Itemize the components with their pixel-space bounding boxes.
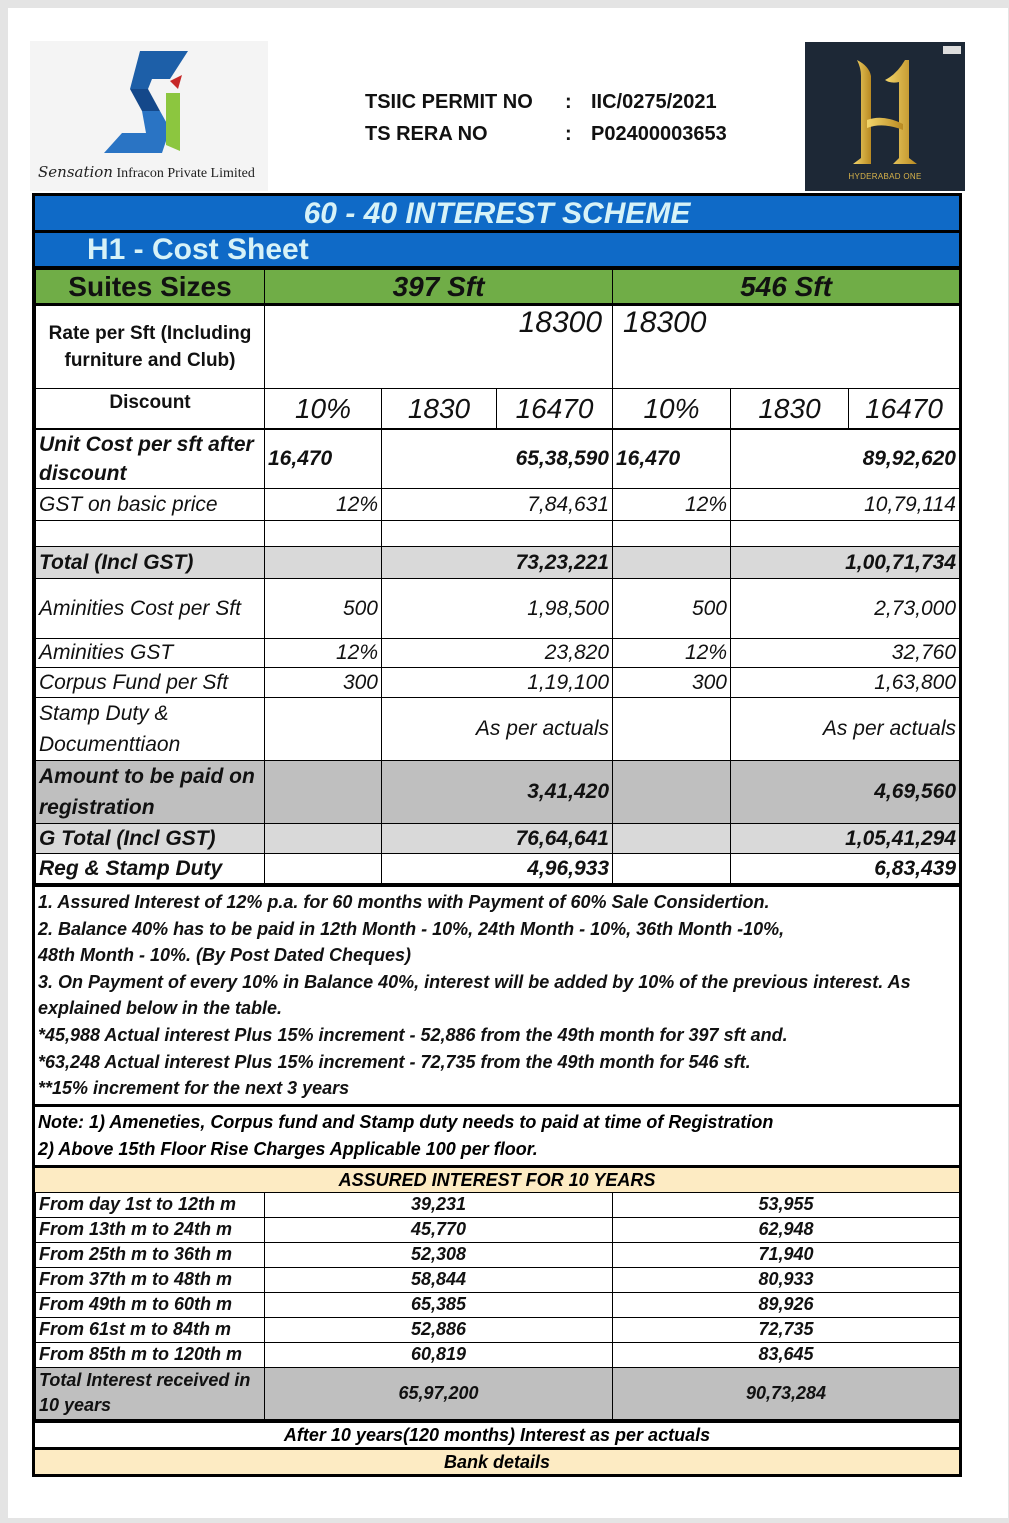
term-line: **15% increment for the next 3 years <box>38 1078 350 1099</box>
period-label: From 37th m to 48th m <box>36 1267 265 1292</box>
company-script-word: Sensation <box>38 163 113 181</box>
interest-546: 89,926 <box>613 1292 960 1317</box>
rate-546 <box>613 547 731 579</box>
period-label: From 85th m to 120th m <box>36 1342 265 1367</box>
permit-label: TSIIC PERMIT NO <box>365 91 533 113</box>
period-label: From day 1st to 12th m <box>36 1192 265 1217</box>
assured-interest-table <box>35 1192 960 1420</box>
term-line: explained below in the table. <box>38 998 283 1019</box>
rate-397: 16,470 <box>265 430 382 489</box>
cost-row-stamp-duty <box>36 698 960 761</box>
amount-397: 3,41,420 <box>382 761 613 824</box>
row-label: Reg & Stamp Duty <box>36 854 265 884</box>
permit-value: P02400003653 <box>591 123 727 145</box>
interest-397: 60,819 <box>265 1342 613 1367</box>
amount-546: 2,73,000 <box>731 579 960 639</box>
total-interest-397: 65,97,200 <box>265 1367 613 1419</box>
assured-interest-title: ASSURED INTEREST FOR 10 YEARS <box>35 1165 959 1192</box>
term-line: 3. On Payment of every 10% in Balance 40%, interest will be added by 10% of the previous interest. As <box>38 971 911 992</box>
rate-397 <box>265 547 382 579</box>
rate-397: 500 <box>265 579 382 639</box>
badge-icon <box>943 46 961 54</box>
row-label: Corpus Fund per Sft <box>36 668 265 698</box>
row-label: Stamp Duty & Documenttiaon <box>36 698 265 761</box>
period-label: From 25th m to 36th m <box>36 1242 265 1267</box>
rate-546: 12% <box>613 639 731 668</box>
amount-546 <box>731 521 960 547</box>
size-397-header: 397 Sft <box>265 270 613 305</box>
row-label: Unit Cost per sft after discount <box>36 430 265 489</box>
cost-row-amenities <box>36 579 960 639</box>
rate-397: 18300 <box>265 305 613 389</box>
amount-546: 1,63,800 <box>731 668 960 698</box>
interest-row <box>36 1192 960 1217</box>
amount-397: 76,64,641 <box>382 824 613 854</box>
interest-546: 71,940 <box>613 1242 960 1267</box>
term-line: 48th Month - 10%. (By Post Dated Cheques) <box>38 945 412 966</box>
cost-row-registration <box>36 761 960 824</box>
cost-row-corpus <box>36 668 960 698</box>
cost-breakdown-table <box>35 429 960 884</box>
rate-397 <box>265 824 382 854</box>
rate-546: 300 <box>613 668 731 698</box>
sheet-title: H1 - Cost Sheet <box>35 233 959 269</box>
cost-row-gst <box>36 489 960 521</box>
company-name <box>38 163 255 182</box>
interest-397: 58,844 <box>265 1267 613 1292</box>
company-name-text: Infracon Private Limited <box>116 166 255 181</box>
term-line: 1. Assured Interest of 12% p.a. for 60 months with Payment of 60% Sale Considertion. <box>38 892 770 912</box>
hyderabad-one-logo <box>805 42 965 191</box>
amount-546: 4,69,560 <box>731 761 960 824</box>
size-546-header: 546 Sft <box>613 270 960 305</box>
row-label: GST on basic price <box>36 489 265 521</box>
after-10-years-note: After 10 years(120 months) Interest as per actuals <box>35 1420 959 1447</box>
rate-546 <box>613 761 731 824</box>
term-line: *45,988 Actual interest Plus 15% increment - 52,886 from the 49th month for 397 sft and. <box>38 1024 788 1045</box>
discount-row <box>36 389 960 429</box>
term-line: 2. Balance 40% has to be paid in 12th Month - 10%, 24th Month - 10%, 36th Month -10%, <box>38 918 785 939</box>
cost-row-amenities-gst <box>36 639 960 668</box>
permit-info <box>365 86 727 150</box>
rate-546 <box>613 698 731 761</box>
terms-block <box>35 884 959 1104</box>
interest-row <box>36 1217 960 1242</box>
amount-546: 1,05,41,294 <box>731 824 960 854</box>
cost-row-grand-total <box>36 824 960 854</box>
rate-397: 300 <box>265 668 382 698</box>
rate-546: 16,470 <box>613 430 731 489</box>
amount-397: 23,820 <box>382 639 613 668</box>
total-interest-546: 90,73,284 <box>613 1367 960 1419</box>
row-label: G Total (Incl GST) <box>36 824 265 854</box>
size-header-row <box>36 270 960 305</box>
period-label: From 13th m to 24th m <box>36 1217 265 1242</box>
cost-row-unit-cost <box>36 430 960 489</box>
interest-397: 52,886 <box>265 1317 613 1342</box>
discount-label: Discount <box>36 389 265 429</box>
colon: : <box>565 91 572 113</box>
brand-subtitle: HYDERABAD ONE <box>848 172 922 181</box>
rate-397: 12% <box>265 489 382 521</box>
interest-397: 65,385 <box>265 1292 613 1317</box>
interest-row <box>36 1292 960 1317</box>
interest-546: 80,933 <box>613 1267 960 1292</box>
si-logo-icon <box>100 49 210 161</box>
interest-546: 72,735 <box>613 1317 960 1342</box>
permit-row-rera <box>365 118 727 150</box>
amount-397: 73,23,221 <box>382 547 613 579</box>
bank-details-header: Bank details <box>35 1447 959 1474</box>
sensation-infracon-logo <box>30 41 268 191</box>
amount-397: 1,98,500 <box>382 579 613 639</box>
cost-table <box>35 269 960 429</box>
row-label: Amount to be paid on registration <box>36 761 265 824</box>
rate-397 <box>265 761 382 824</box>
rate-546: 18300 <box>613 305 960 389</box>
period-label: From 61st m to 84th m <box>36 1317 265 1342</box>
interest-546: 62,948 <box>613 1217 960 1242</box>
rate-label: Rate per Sft (Including furniture and Club) <box>36 305 265 389</box>
interest-397: 39,231 <box>265 1192 613 1217</box>
notes-block <box>35 1104 959 1165</box>
interest-546: 83,645 <box>613 1342 960 1367</box>
note-line: Note: 1) Ameneties, Corpus fund and Stamp duty needs to paid at time of Registration <box>38 1111 774 1132</box>
amount-546: 1,00,71,734 <box>731 547 960 579</box>
rate-546 <box>613 824 731 854</box>
permit-value: IIC/0275/2021 <box>591 91 717 113</box>
cost-row-total <box>36 547 960 579</box>
amount-546: 89,92,620 <box>731 430 960 489</box>
amount-546: 6,83,439 <box>731 854 960 884</box>
rate-546: 12% <box>613 489 731 521</box>
cost-sheet <box>32 193 962 1477</box>
rate-row <box>36 305 960 389</box>
row-label: Aminities GST <box>36 639 265 668</box>
interest-row <box>36 1317 960 1342</box>
rate-546 <box>613 521 731 547</box>
amount-397: 65,38,590 <box>382 430 613 489</box>
amount-397: 7,84,631 <box>382 489 613 521</box>
interest-total-row <box>36 1367 960 1419</box>
note-line: 2) Above 15th Floor Rise Charges Applicable 100 per floor. <box>38 1138 538 1159</box>
rate-397 <box>265 521 382 547</box>
discount-amt-397: 1830 <box>382 389 497 429</box>
scheme-title: 60 - 40 INTEREST SCHEME <box>35 196 959 233</box>
amount-546: 10,79,114 <box>731 489 960 521</box>
colon: : <box>565 123 572 145</box>
amount-397: 1,19,100 <box>382 668 613 698</box>
rate-397 <box>265 854 382 884</box>
discounted-rate-546: 16470 <box>849 389 960 429</box>
interest-546: 53,955 <box>613 1192 960 1217</box>
rate-546 <box>613 854 731 884</box>
total-interest-label: Total Interest received in 10 years <box>36 1367 265 1419</box>
discount-pct-546: 10% <box>613 389 731 429</box>
rate-397 <box>265 698 382 761</box>
size-header-label: Suites Sizes <box>36 270 265 305</box>
cost-row-reg-stamp <box>36 854 960 884</box>
permit-label: TS RERA NO <box>365 123 488 145</box>
discounted-rate-397: 16470 <box>497 389 613 429</box>
interest-row <box>36 1342 960 1367</box>
discount-pct-397: 10% <box>265 389 382 429</box>
interest-397: 52,308 <box>265 1242 613 1267</box>
amount-397: As per actuals <box>382 698 613 761</box>
permit-row-tsiic <box>365 86 727 118</box>
amount-546: As per actuals <box>731 698 960 761</box>
row-label <box>36 521 265 547</box>
h1-monogram-icon <box>805 42 965 172</box>
discount-amt-546: 1830 <box>731 389 849 429</box>
interest-397: 45,770 <box>265 1217 613 1242</box>
interest-row <box>36 1242 960 1267</box>
row-label: Aminities Cost per Sft <box>36 579 265 639</box>
rate-397: 12% <box>265 639 382 668</box>
period-label: From 49th m to 60th m <box>36 1292 265 1317</box>
amount-397 <box>382 521 613 547</box>
cost-row-blank <box>36 521 960 547</box>
term-line: *63,248 Actual interest Plus 15% increment - 72,735 from the 49th month for 546 sft. <box>38 1051 751 1072</box>
row-label: Total (Incl GST) <box>36 547 265 579</box>
interest-row <box>36 1267 960 1292</box>
amount-546: 32,760 <box>731 639 960 668</box>
rate-546: 500 <box>613 579 731 639</box>
amount-397: 4,96,933 <box>382 854 613 884</box>
